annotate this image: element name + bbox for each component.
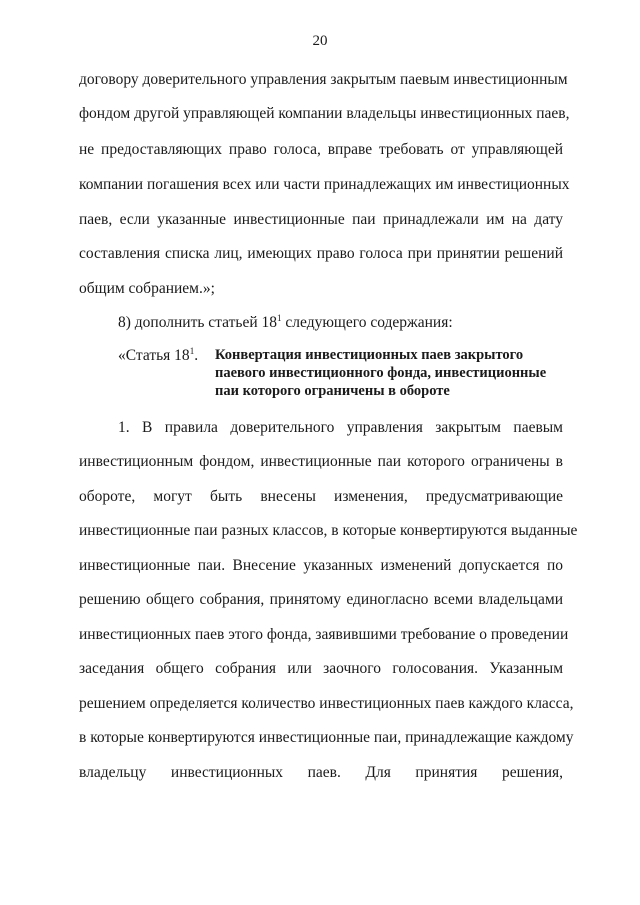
paragraph-line: компании погашения всех или части принадлежащих им инвестиционных [79,176,570,193]
body-line: решению общего собрания, принятому единогласно всеми владельцами [79,591,563,608]
paragraph-line: составления списка лиц, имеющих право голоса при принятии решений [79,245,563,262]
body-line: инвестиционные паи. Внесение указанных изменений допускается по [79,557,563,574]
paragraph-line: договору доверительного управления закрытым паевым инвестиционным [79,71,568,88]
body-line: решением определяется количество инвестиционных паев каждого класса, [79,695,574,712]
body-line: инвестиционных паев этого фонда, заявившими требование о проведении [79,626,569,643]
amendment-text: 8) дополнить статьей 18 [118,314,278,331]
article-label: «Статья $18^1$. [118,345,199,364]
paragraph-line: паев, если указанные инвестиционные паи принадлежали им на дату [79,211,563,228]
body-line: инвестиционные паи разных классов, в которые конвертируются выданные [79,522,578,539]
article-superscript: 1 [189,345,195,356]
body-line: 1. В правила доверительного управления закрытым паевым [118,419,563,436]
amendment-text-tail: следующего содержания: [281,314,453,331]
paragraph-line: общим собранием.»; [79,280,215,297]
article-title-line: Конвертация инвестиционных паев закрытого [215,347,524,363]
amendment-item [118,313,563,333]
page-number: 20 [312,33,328,49]
amendment-superscript: 1 [277,312,282,323]
body-line: инвестиционным фондом, инвестиционные паи которого ограничены в [79,453,563,470]
article-title-line: паевого инвестиционного фонда, инвестиционные [215,365,547,381]
paragraph-line: не предоставляющих право голоса, вправе требовать от управляющей [79,141,563,158]
paragraph-line: фондом другой управляющей компании владельцы инвестиционных паев, [79,105,570,122]
body-line: заседания общего собрания или заочного голосования. Указанным [79,660,563,677]
article-title [215,346,560,400]
body-line: владельцу инвестиционных паев. Для принятия решения, [79,764,563,781]
body-line: обороте, могут быть внесены изменения, предусматривающие [79,488,563,505]
article-title-line: паи которого ограничены в обороте [215,383,450,399]
body-line: в которые конвертируются инвестиционные паи, принадлежащие каждому [79,729,574,746]
